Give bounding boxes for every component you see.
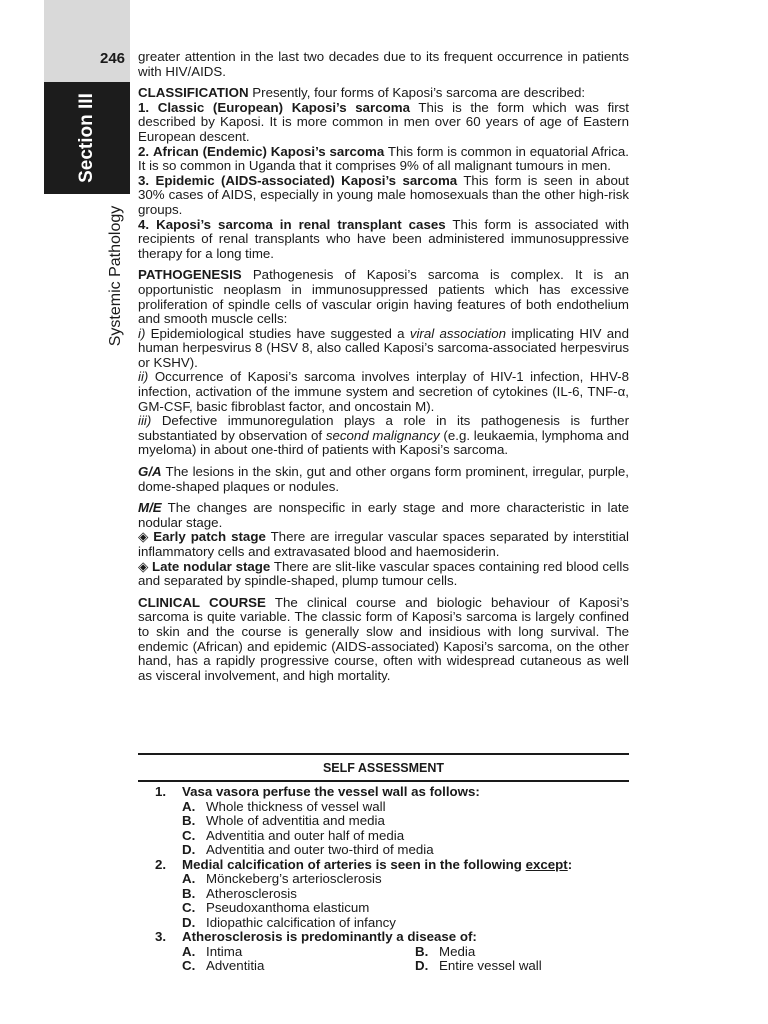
option-letter: A. xyxy=(182,943,196,959)
ga-paragraph xyxy=(138,465,629,494)
point-text: implicating HIV and human herpesvirus 8 (HSV 8, also called Kaposi’s sarcoma-associated herpesvirus or KSHV). xyxy=(138,325,629,370)
answer-option xyxy=(155,916,629,931)
body-text xyxy=(138,50,629,690)
option-letter: A. xyxy=(182,871,196,886)
me-late-stage xyxy=(138,560,629,589)
option-text: Whole of adventitia and media xyxy=(206,813,385,828)
page-tab-upper xyxy=(44,0,130,82)
answer-option-row xyxy=(155,945,629,960)
item-text: This form is seen in about 30% cases of AIDS, especially in young male homosexuals than the other high-risk groups. xyxy=(138,172,629,217)
answer-option xyxy=(155,872,629,887)
clinical-course-heading: CLINICAL COURSE xyxy=(138,594,266,610)
classification-paragraph xyxy=(138,86,629,101)
item-title: African (Endemic) Kaposi’s sarcoma xyxy=(152,143,385,159)
point-label: iii) xyxy=(138,413,152,429)
ga-label: G/A xyxy=(138,464,162,480)
option-letter: A. xyxy=(182,798,196,814)
clinical-course-text: The clinical course and biologic behaviour of Kaposi’s sarcoma is quite variable. The classic form of Kaposi’s sarcoma is largely confined to skin and the course is generally slow and insidious with long survival. The endemic (African) and epidemic (AIDS-associated) Kaposi’s sarcoma, on the other hand, has a rapidly progressive course, often with widespread cutaneous as well as visceral involvement, and high mortality. xyxy=(138,594,629,683)
answer-option-row xyxy=(155,959,629,974)
option-text: Whole thickness of vessel wall xyxy=(206,798,386,814)
stage-title: Early patch stage xyxy=(153,529,266,545)
classification-item xyxy=(138,218,629,262)
classification-item xyxy=(138,145,629,174)
me-label: M/E xyxy=(138,500,162,516)
option-text: Atherosclerosis xyxy=(206,885,297,901)
question-text-part: Medial calcification of arteries is seen in the following xyxy=(182,856,522,872)
part-label: Systemic Pathology xyxy=(107,205,124,347)
stage-text: There are slit-like vascular spaces containing red blood cells and separated by spindle-shaped, plump tumour cells. xyxy=(138,558,629,589)
question-text-part: : xyxy=(567,856,573,872)
option-text: Adventitia xyxy=(206,958,265,973)
clinical-course-paragraph xyxy=(138,596,629,684)
answer-option xyxy=(415,959,542,974)
question-number: 1. xyxy=(155,784,167,799)
pathogenesis-point-iii xyxy=(138,414,629,458)
question-emphasis: except xyxy=(525,856,568,872)
item-text: This is the form which was first described by Kaposi. It is more common in men over 60 years of age of Eastern European descent. xyxy=(138,99,629,144)
option-text: Adventitia and outer two-third of media xyxy=(206,842,434,857)
item-text: This form is common in equatorial Africa. It is so common in Uganda that it comprises 9% of all malignant tumours in men. xyxy=(138,143,629,174)
option-letter: C. xyxy=(182,900,196,915)
question xyxy=(155,930,629,945)
item-number: 2. xyxy=(138,143,150,159)
self-assessment-header xyxy=(138,753,629,782)
item-text: This form is associated with recipients of renal transplants who have been administered immunosuppressive therapy for a long time. xyxy=(138,216,629,261)
question xyxy=(155,858,629,873)
point-emphasis: second malignancy xyxy=(325,427,440,443)
option-text: Intima xyxy=(206,943,243,959)
pathogenesis-paragraph xyxy=(138,268,629,326)
option-text: Adventitia and outer half of media xyxy=(206,827,405,843)
classification-text: Presently, four forms of Kaposi’s sarcoma are described: xyxy=(252,85,586,101)
item-title: Kaposi’s sarcoma in renal transplant cases xyxy=(156,216,446,232)
ga-text: The lesions in the skin, gut and other organs form prominent, irregular, purple, dome-shaped plaques or nodules. xyxy=(138,464,629,494)
point-text: Epidemiological studies have suggested a xyxy=(150,325,405,341)
self-assessment-title: SELF ASSESSMENT xyxy=(322,761,445,775)
me-early-stage xyxy=(138,530,629,559)
answer-option xyxy=(155,829,629,844)
answer-option xyxy=(182,959,415,974)
me-text: The changes are nonspecific in early stage and more characteristic in late nodular stage. xyxy=(138,500,629,530)
diamond-bullet-icon: ◈ xyxy=(138,558,149,574)
page-number: 246 xyxy=(100,50,126,67)
classification-item xyxy=(138,174,629,218)
pathogenesis-text: Pathogenesis of Kaposi’s sarcoma is complex. It is an opportunistic neoplasm in immunosuppressed patients which has excessive proliferation of spindle cells of vascular origin having features of both endothelium and smooth muscle cells: xyxy=(138,267,629,327)
me-paragraph xyxy=(138,501,629,530)
item-number: 1. xyxy=(138,99,150,115)
question xyxy=(155,785,629,800)
point-text: Occurrence of Kaposi’s sarcoma involves interplay of HIV-1 infection, HHV-8 infection, activation of the immune system and secretion of cytokines (IL-6, TNF-α, GM-CSF, basic fibroblast factor, and oncostain M). xyxy=(138,369,629,414)
option-letter: C. xyxy=(182,827,196,843)
classification-heading: CLASSIFICATION xyxy=(138,85,249,101)
pathogenesis-heading: PATHOGENESIS xyxy=(138,267,242,283)
section-tab-label: Section III xyxy=(76,93,97,183)
question-number: 2. xyxy=(155,856,167,872)
pathogenesis-point-ii xyxy=(138,370,629,414)
point-label: i) xyxy=(138,325,146,341)
option-text: Media xyxy=(439,943,476,959)
option-letter: C. xyxy=(182,958,196,973)
divider xyxy=(138,780,629,782)
answer-option xyxy=(155,901,629,916)
item-title: Classic (European) Kaposi’s sarcoma xyxy=(157,99,410,115)
answer-option xyxy=(155,800,629,815)
question-text xyxy=(182,858,572,873)
stage-title: Late nodular stage xyxy=(151,558,271,574)
point-emphasis: viral association xyxy=(409,325,506,341)
pathogenesis-point-i xyxy=(138,327,629,371)
option-text: Entire vessel wall xyxy=(439,958,542,973)
intro-paragraph: greater attention in the last two decades due to its frequent occurrence in patients with HIV/AIDS. xyxy=(138,49,629,79)
point-label: ii) xyxy=(138,369,149,385)
answer-option xyxy=(155,814,629,829)
question-text: Vasa vasora perfuse the vessel wall as follows: xyxy=(182,784,480,799)
option-text: Idiopathic calcification of infancy xyxy=(206,914,396,930)
answer-option xyxy=(155,887,629,902)
diamond-bullet-icon: ◈ xyxy=(138,529,149,545)
answer-option xyxy=(155,843,629,858)
option-letter: D. xyxy=(415,958,429,973)
item-number: 3. xyxy=(138,172,150,188)
question-number: 3. xyxy=(155,929,167,944)
item-title: Epidemic (AIDS-associated) Kaposi’s sarcoma xyxy=(155,172,458,188)
answer-option xyxy=(415,945,475,960)
point-text: (e.g. leukaemia, lymphoma and myeloma) in about one-third of patients with Kaposi’s sarcoma. xyxy=(138,427,629,458)
option-letter: B. xyxy=(182,885,196,901)
option-letter: B. xyxy=(182,813,196,828)
classification-item xyxy=(138,101,629,145)
option-text: Pseudoxanthoma elasticum xyxy=(206,900,370,915)
answer-option xyxy=(182,945,415,960)
item-number: 4. xyxy=(138,216,150,232)
option-letter: D. xyxy=(182,914,196,930)
question-text: Atherosclerosis is predominantly a disease of: xyxy=(182,929,477,944)
option-letter: D. xyxy=(182,842,196,857)
option-letter: B. xyxy=(415,943,429,959)
option-text: Mönckeberg’s arteriosclerosis xyxy=(206,871,382,886)
point-text: Defective immunoregulation plays a role in its pathogenesis is further substantiated by observation of xyxy=(138,413,630,443)
question-list xyxy=(155,785,629,974)
stage-text: There are irregular vascular spaces separated by interstitial inflammatory cells and extravasated blood and haemosiderin. xyxy=(138,529,629,559)
